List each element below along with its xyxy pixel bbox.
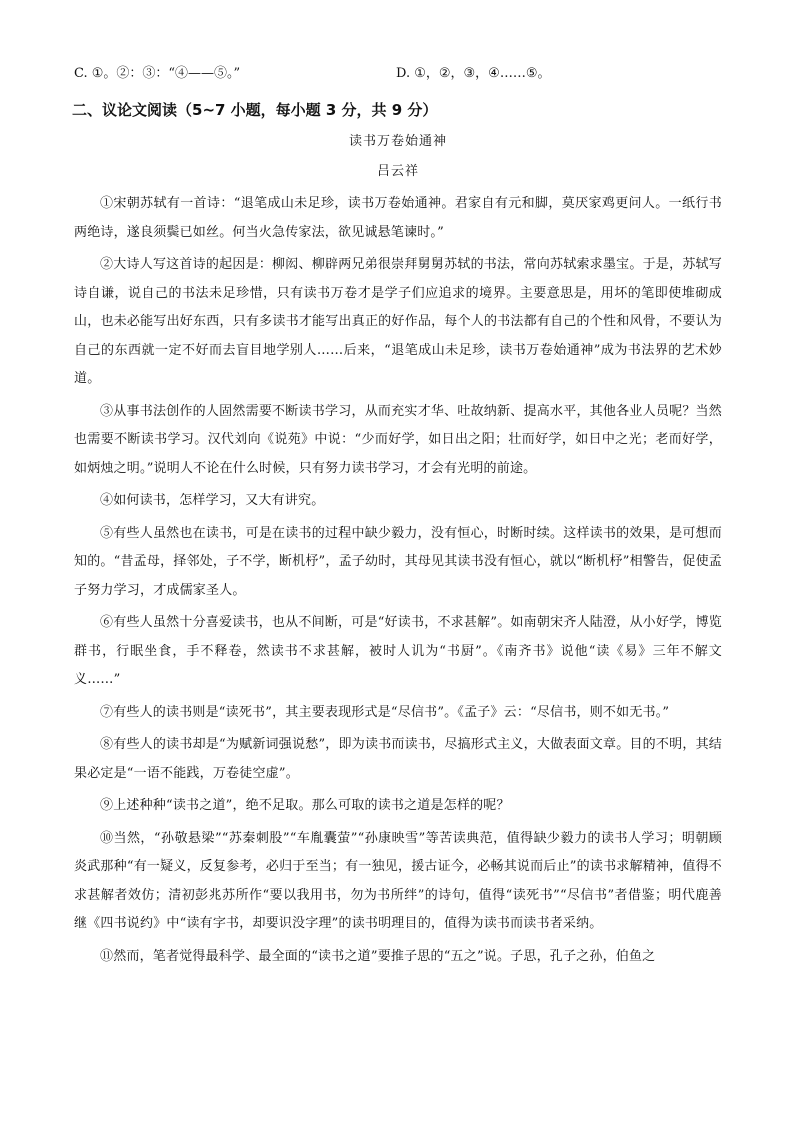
answer-options-row — [74, 62, 722, 86]
paragraph-8: ⑧有些人的读书却是“为赋新词强说愁”，即为读书而读书，尽搞形式主义，大做表面文章。目的不明，其结果必定是“一语不能践，万卷徒空虚”。 — [74, 737, 722, 781]
section-heading: 二、议论文阅读（5~7 小题，每小题 3 分，共 9 分） — [72, 101, 438, 119]
paragraph-11: ⑪然而，笔者觉得最科学、最全面的“读书之道”要推子思的“五之”说。子思，孔子之孙，伯鱼之 — [100, 948, 656, 964]
paragraph-9: ⑨上述种种“读书之道”，绝不足取。那么可取的读书之道是怎样的呢？ — [100, 798, 510, 813]
paragraph-1: ①宋朝苏轼有一首诗：“退笔成山未足珍，读书万卷始通神。君家自有元和脚，莫厌家鸡更问人。一纸行书两绝诗，遂良须鬓已如丝。何当火急传家法，欲见诚悬笔谏时。” — [74, 196, 722, 240]
paragraph-3: ③从事书法创作的人固然需要不断读书学习，从而充实才华、吐故纳新、提高水平，其他各业人员呢？当然也需要不断读书学习。汉代刘向《说苑》中说：“少而好学，如日出之阳；壮而好学，如日中之光；老而好学，如炳烛之明。”说明人不论在什么时候，只有努力读书学习，才会有光明的前途。 — [74, 403, 722, 476]
paragraph-2: ②大诗人写这首诗的起因是：柳闳、柳辟两兄弟很崇拜舅舅苏轼的书法，常向苏轼索求墨宝。于是，苏轼写诗自谦，说自己的书法未足珍惜，只有读书万卷才是学子们应追求的境界。主要意思是，用坏的笔即使堆砌成山，也未必能写出好东西，只有多读书才能写出真正的好作品，每个人的书法都有自己的个性和风骨，不要认为自己的东西就一定不好而去盲目地学别人……后来，“退笔成山未足珍，读书万卷始通神”成为书法界的艺术妙道。 — [74, 257, 722, 386]
paragraph-4: ④如何读书，怎样学习，又大有讲究。 — [100, 493, 325, 508]
option-d: D. ①，②，③，④……⑤。 — [396, 66, 551, 81]
article-title: 读书万卷始通神 — [348, 134, 447, 149]
paragraph-10: ⑩当然，“孙敬悬梁”“苏秦刺股”“车胤囊萤”“孙康映雪”等苦读典范，值得缺少毅力的读书人学习；明朝顾炎武那种“有一疑义，反复参考，必归于至当；有一独见，援古证今，必畅其说而后止”的读书求解精神，值得不求甚解者效仿；清初彭兆苏所作“要以我用书，勿为书所绊”的诗句，值得“读死书”“尽信书”者借鉴；明代鹿善继《四书说约》中“读有字书，却要识没字理”的读书明理目的，值得为读书而读书者采纳。 — [74, 830, 722, 931]
document-page — [74, 62, 722, 975]
paragraph-5: ⑤有些人虽然也在读书，可是在读书的过程中缺少毅力，没有恒心，时断时续。这样读书的效果，是可想而知的。“昔孟母，择邻处，子不学，断机杼”，孟子幼时，其母见其读书没有恒心，就以“断机杼”相警告，促使孟子努力学习，才成儒家圣人。 — [74, 525, 722, 598]
article-body — [74, 190, 722, 971]
paragraph-6: ⑥有些人虽然十分喜爱读书，也从不间断，可是“好读书，不求甚解”。如南朝宋齐人陆澄，从小好学，博览群书，行眠坐食，手不释卷，然读书不求甚解，被时人讥为“书厨”。《南齐书》说他“读《易》三年不解文义……” — [74, 615, 722, 687]
paragraph-7: ⑦有些人的读书则是“读死书”，其主要表现形式是“尽信书”。《孟子》云：“尽信书，则不如无书。” — [100, 704, 670, 720]
option-c: C. ①。②：③：“④——⑤。” — [74, 66, 241, 81]
article-author: 吕云祥 — [376, 164, 419, 179]
